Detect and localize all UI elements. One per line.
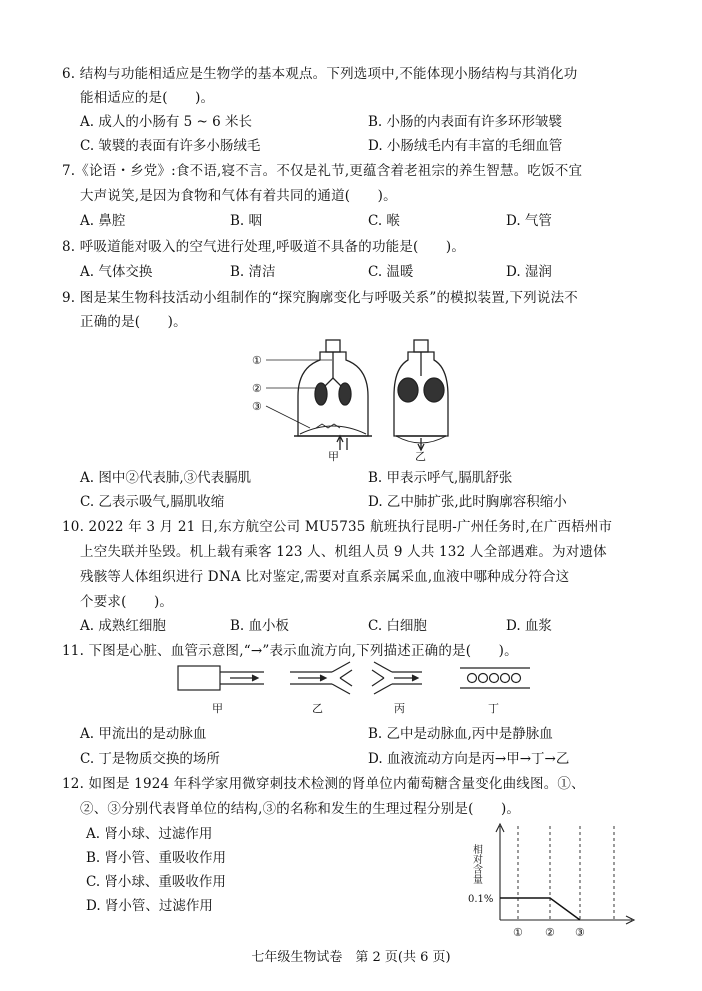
fig-label-3: ③ xyxy=(252,400,262,413)
fig-caption-jia: 甲 xyxy=(212,702,223,715)
q6-option-c: C. 皱襞的表面有许多小肠绒毛 xyxy=(80,138,261,154)
q8-option-a: A. 气体交换 xyxy=(80,264,153,280)
q12-glucose-chart xyxy=(466,818,642,942)
q7-option-c: C. 喉 xyxy=(368,213,400,229)
fig-label-1: ① xyxy=(252,354,262,367)
q9-option-d: D. 乙中肺扩张,此时胸廓容积缩小 xyxy=(368,494,567,510)
q9-bell-jar-figure xyxy=(250,338,450,462)
q11-option-b: B. 乙中是动脉血,丙中是静脉血 xyxy=(368,726,553,742)
fig-label-2: ② xyxy=(252,382,262,395)
q9-option-b: B. 甲表示呼气,膈肌舒张 xyxy=(368,470,513,486)
fig-caption-yi: 乙 xyxy=(415,450,426,462)
q10-option-b: B. 血小板 xyxy=(230,618,290,634)
q6-stem-line2: 能相适应的是( )。 xyxy=(80,90,215,106)
q10-option-a: A. 成熟红细胞 xyxy=(80,618,166,634)
q8-option-c: C. 温暖 xyxy=(368,264,414,280)
q9-stem-line1: 9. 图是某生物科技活动小组制作的“探究胸廓变化与呼吸关系”的模拟装置,下列说法不 xyxy=(62,290,578,306)
fig-caption-bing: 丙 xyxy=(394,702,405,715)
q7-option-b: B. 咽 xyxy=(230,213,263,229)
q10-stem-line1: 10. 2022 年 3 月 21 日,东方航空公司 MU5735 航班执行昆明-广州任务时,在广西梧州市 xyxy=(62,519,613,535)
q7-stem-line1: 7.《论语・乡党》:食不语,寝不言。不仅是礼节,更蕴含着老祖宗的养生智慧。吃饭不宜 xyxy=(62,163,583,179)
y-axis-label: 相对含量 xyxy=(470,844,482,884)
q12-option-d: D. 肾小管、过滤作用 xyxy=(86,898,213,914)
q8-stem: 8. 呼吸道能对吸入的空气进行处理,呼吸道不具备的功能是( )。 xyxy=(62,239,466,255)
q10-stem-line2: 上空失联并坠毁。机上载有乘客 123 人、机组人员 9 人共 132 人全部遇难。为对遗体 xyxy=(80,544,607,560)
fig-caption-yi: 乙 xyxy=(312,702,323,715)
q7-option-d: D. 气管 xyxy=(506,213,552,229)
bell-jar-jia xyxy=(294,340,372,450)
q11-stem: 11. 下图是心脏、血管示意图,“→”表示血流方向,下列描述正确的是( )。 xyxy=(62,643,518,659)
q10-stem-line3: 残骸等人体组织进行 DNA 比对鉴定,需要对直系亲属采血,血液中哪种成分符合这 xyxy=(80,569,570,585)
q12-option-b: B. 肾小管、重吸收作用 xyxy=(86,850,227,866)
q11-option-d: D. 血液流动方向是丙→甲→丁→乙 xyxy=(368,751,570,767)
q10-option-d: D. 血浆 xyxy=(506,618,552,634)
q7-stem-line2: 大声说笑,是因为食物和气体有着共同的通道( )。 xyxy=(80,188,397,204)
q12-option-a: A. 肾小球、过滤作用 xyxy=(86,826,213,842)
q9-option-c: C. 乙表示吸气,膈肌收缩 xyxy=(80,494,225,510)
q7-option-a: A. 鼻腔 xyxy=(80,213,126,229)
q8-option-b: B. 清洁 xyxy=(230,264,276,280)
fig-caption-jia: 甲 xyxy=(328,450,339,462)
glucose-series-line xyxy=(500,898,580,920)
page-footer: 七年级生物试卷 第 2 页(共 6 页) xyxy=(251,950,451,965)
x-category-label: ② xyxy=(545,926,555,939)
fig-caption-ding: 丁 xyxy=(488,702,499,715)
q9-option-a: A. 图中②代表肺,③代表膈肌 xyxy=(80,470,252,486)
q6-option-a: A. 成人的小肠有 5 ~ 6 米长 xyxy=(80,114,252,130)
q12-option-c: C. 肾小球、重吸收作用 xyxy=(86,874,226,890)
bell-jar-yi xyxy=(394,340,448,450)
q8-option-d: D. 湿润 xyxy=(506,264,552,280)
q12-stem-line2: ②、③分别代表肾单位的结构,③的名称和发生的生理过程分别是( )。 xyxy=(80,801,521,817)
x-category-label: ① xyxy=(513,926,523,939)
q9-stem-line2: 正确的是( )。 xyxy=(80,314,187,330)
q6-option-b: B. 小肠的内表面有许多环形皱襞 xyxy=(368,114,563,130)
q12-stem-line1: 12. 如图是 1924 年科学家用微穿刺技术检测的肾单位内葡萄糖含量变化曲线图。①、 xyxy=(62,776,585,792)
x-category-label: ③ xyxy=(575,926,585,939)
q11-option-c: C. 丁是物质交换的场所 xyxy=(80,751,220,767)
q6-stem-line1: 6. 结构与功能相适应是生物学的基本观点。下列选项中,不能体现小肠结构与其消化功 xyxy=(62,66,578,82)
y-tick-label: 0.1% xyxy=(468,894,494,905)
q10-stem-line4: 个要求( )。 xyxy=(80,594,174,610)
q11-option-a: A. 甲流出的是动脉血 xyxy=(80,726,207,742)
q10-option-c: C. 白细胞 xyxy=(368,618,427,634)
q11-vessel-figure xyxy=(172,660,552,716)
q6-option-d: D. 小肠绒毛内有丰富的毛细血管 xyxy=(368,138,563,154)
